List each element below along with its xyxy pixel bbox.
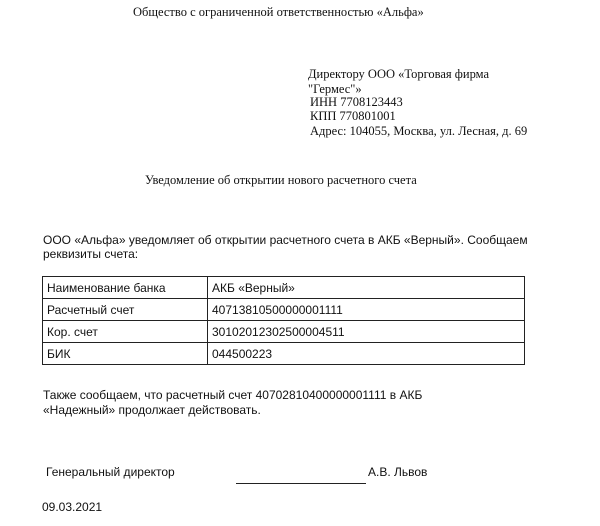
table-cell-value: 30102012302500004511 (208, 321, 525, 343)
table-row (43, 277, 525, 299)
organization-title: Общество с ограниченной ответственностью «Альфа» (133, 5, 424, 19)
addressee-line: Директору ООО «Торговая фирма (308, 67, 490, 81)
bank-details-table (42, 276, 525, 365)
table-row (43, 299, 525, 321)
addressee-address: Адрес: 104055, Москва, ул. Лесная, д. 69 (310, 124, 528, 138)
signatory-position: Генеральный директор (46, 465, 175, 479)
notice-title: Уведомление об открытии нового расчетного счета (145, 173, 417, 187)
document-date: 09.03.2021 (42, 500, 103, 514)
additional-info-text: Также сообщаем, что расчетный счет 40702810400000001111 в АКБ (43, 388, 423, 402)
table-row (43, 321, 525, 343)
table-row (43, 343, 525, 365)
intro-text: ООО «Альфа» уведомляет об открытии расчетного счета в АКБ «Верный». Сообщаем (43, 233, 528, 247)
table-cell-label: Расчетный счет (43, 299, 208, 321)
addressee-kpp: КПП 770801001 (310, 109, 396, 123)
table-cell-label: БИК (43, 343, 208, 365)
additional-info-text: «Надежный» продолжает действовать. (43, 403, 261, 417)
table-cell-label: Наименование банка (43, 277, 208, 299)
table-cell-value: АКБ «Верный» (208, 277, 525, 299)
addressee-line: "Гермес"» (308, 82, 362, 96)
table-cell-value: 044500223 (208, 343, 525, 365)
signature-line (236, 483, 366, 484)
intro-text: реквизиты счета: (43, 247, 139, 261)
addressee-inn: ИНН 7708123443 (310, 95, 403, 109)
table-cell-value: 40713810500000001111 (208, 299, 525, 321)
table-cell-label: Кор. счет (43, 321, 208, 343)
signatory-name: А.В. Львов (368, 465, 428, 479)
